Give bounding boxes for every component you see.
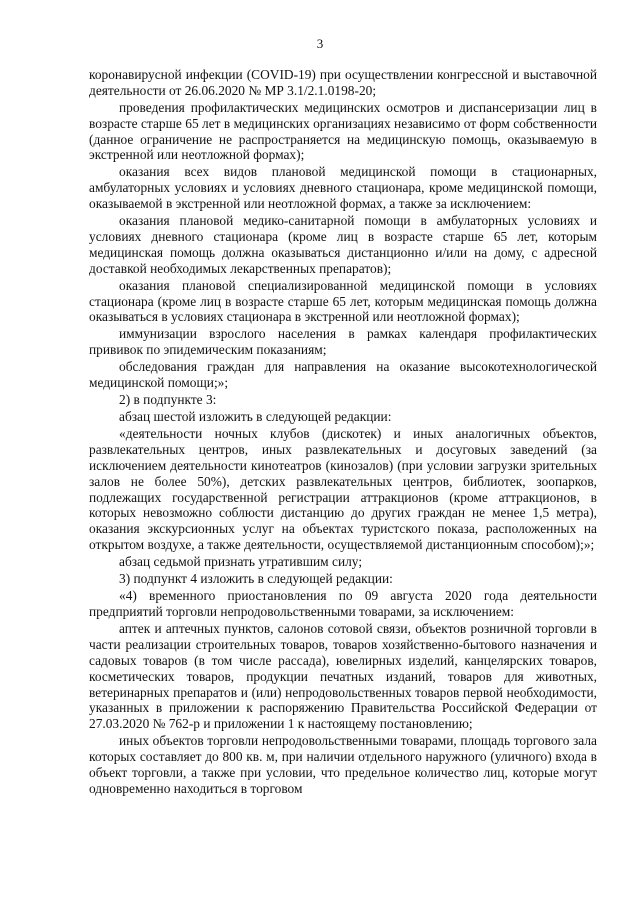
paragraph-5: оказания плановой специализированной медицинской помощи в условиях стационара (кроме лиц в возрасте старше 65 лет, которым медицинская помощь должна оказываться в условиях стационара в экстренной или неотложной формах);	[89, 277, 597, 325]
paragraph-6: иммунизации взрослого населения в рамках календаря профилактических прививок по эпидемическим показаниям;	[89, 326, 597, 358]
page-number: 3	[316, 36, 324, 51]
paragraph-15: иных объектов торговли непродовольственными товарами, площадь торгового зала которых составляет до 800 кв. м, при наличии отдельного наружного (уличного) входа в объект торговли, а также при условии, что предельное количество лиц, которые могут одновременно находиться в торговом	[89, 733, 597, 796]
paragraph-11: абзац седьмой признать утратившим силу;	[119, 554, 363, 570]
document-body	[89, 67, 597, 798]
paragraph-1: коронавирусной инфекции (COVID-19) при осуществлении конгрессной и выставочной деятельности от 26.06.2020 № МР 3.1/2.1.0198-20;	[89, 67, 597, 98]
paragraph-13: «4) временного приостановления по 09 августа 2020 года деятельности предприятий торговли непродовольственными товарами, за исключением:	[89, 588, 597, 620]
paragraph-4: оказания плановой медико-санитарной помощи в амбулаторных условиях и условиях дневного стационара (кроме лиц в возрасте старше 65 лет, которым медицинская помощь должна оказываться дистанционно и/или на дому, с адресной доставкой необходимых лекарственных препаратов);	[89, 213, 597, 276]
paragraph-9: абзац шестой изложить в следующей редакции:	[119, 409, 392, 425]
paragraph-3: оказания всех видов плановой медицинской помощи в стационарных, амбулаторных условиях и условиях дневного стационара, кроме медицинской помощи, оказываемой в экстренной или неотложной формах, а также за исключением:	[89, 164, 597, 212]
paragraph-12: 3) подпункт 4 изложить в следующей редакции:	[119, 571, 393, 587]
paragraph-7: обследования граждан для направления на оказание высокотехнологической медицинской помощи;»;	[89, 359, 597, 391]
paragraph-10: «деятельности ночных клубов (дискотек) и иных аналогичных объектов, развлекательных центров, иных развлекательных и досуговых заведений (за исключением деятельности кинотеатров (кинозалов) (при условии загрузки зрительных залов не более 50%), детских развлекательных центров, библиотек, зоопарков, подлежащих государственной регистрации аттракционов (кроме аттракционов, в которых невозможно соблюсти дистанцию до других граждан не менее 1,5 метра), оказания экскурсионных услуг на объектах туристского показа, расположенных на открытом воздухе, а также деятельности, осуществляемой дистанционным способом);»;	[89, 426, 597, 553]
paragraph-2: проведения профилактических медицинских осмотров и диспансеризации лиц в возрасте старше 65 лет в медицинских организациях независимо от форм собственности (данное ограничение не распространяется на медицинскую помощь, оказываемую в экстренной или неотложной формах);	[89, 99, 597, 163]
paragraph-8: 2) в подпункте 3:	[119, 392, 217, 408]
paragraph-14: аптек и аптечных пунктов, салонов сотовой связи, объектов розничной торговли в части реализации строительных товаров, товаров хозяйственно-бытового назначения и садовых товаров (в том числе рассада), ювелирных изделий, канцелярских товаров, косметических товаров, продукции печатных изданий, товаров для животных, ветеринарных препаратов и (или) непродовольственных товаров первой необходимости, указанных в приложении к распоряжению Правительства Российской Федерации от 27.03.2020 № 762-р и приложении 1 к настоящему постановлению;	[89, 621, 597, 732]
